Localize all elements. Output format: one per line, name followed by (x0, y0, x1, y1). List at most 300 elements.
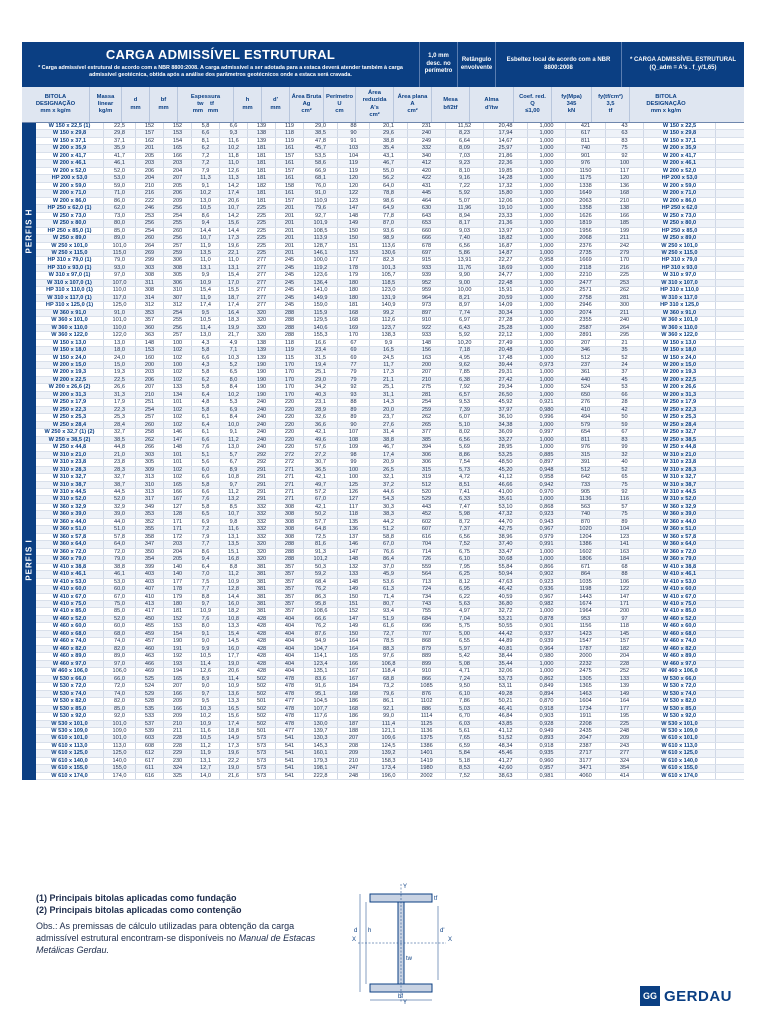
cell-tf: 15,5 (220, 287, 248, 293)
cell-fy-kn: 391 (566, 459, 606, 465)
cell-bf: 153 (164, 130, 192, 136)
cell-coef: 1,000 (528, 392, 566, 398)
cell-fy-kn: 1626 (566, 213, 606, 219)
cell-bitola: HP 310 x 125,0 (1) (36, 302, 104, 308)
cell-coef: 0,928 (528, 721, 566, 727)
cell-bitola-right: W 460 x 52,0 (644, 616, 716, 622)
cell-perimetro: 100 (338, 467, 370, 473)
cell-bf: 101 (164, 459, 192, 465)
cell-mesa: 5,92 (446, 190, 484, 196)
cell-dl: 357 (276, 601, 304, 607)
cell-tw: 9,4 (192, 556, 220, 562)
col-mesa-sym: bf/2tf (443, 104, 458, 111)
cell-area-bruta: 67,0 (304, 496, 338, 502)
cell-h: 225 (248, 228, 276, 234)
col-bf-label: bf (160, 97, 167, 104)
table-row (36, 362, 744, 369)
cell-bitola-right: W 360 x 101,0 (644, 317, 716, 323)
table-row (36, 213, 744, 220)
cell-tw: 12,7 (192, 765, 220, 771)
cell-h: 190 (248, 377, 276, 383)
cell-fy-kn: 1358 (566, 205, 606, 211)
cell-area-plana: 394 (408, 444, 446, 450)
cell-tw: 9,7 (192, 691, 220, 697)
cell-tf: 21,6 (220, 773, 248, 779)
cell-bitola-right: W 410 x 38,8 (644, 564, 716, 570)
cell-bf: 192 (164, 653, 192, 659)
cell-area-reduzida: 64,9 (370, 205, 408, 211)
cell-tw: 9,1 (192, 183, 220, 189)
cell-dl: 245 (276, 302, 304, 308)
cell-area-plana: 207 (408, 369, 446, 375)
cell-perimetro: 79 (338, 377, 370, 383)
cell-bitola-right: W 150 x 18,0 (644, 347, 716, 353)
cell-area-plana: 607 (408, 526, 446, 532)
cell-fy-kn: 811 (566, 138, 606, 144)
cell-fy-kn: 512 (566, 355, 606, 361)
cell-alma: 46,41 (484, 706, 528, 712)
cell-bf: 180 (164, 601, 192, 607)
cell-perimetro: 153 (338, 250, 370, 256)
cell-area-plana: 915 (408, 257, 446, 263)
cell-bf: 154 (164, 631, 192, 637)
label-tf: tf (434, 896, 438, 902)
cell-tf: 8,0 (220, 377, 248, 383)
cell-dl: 477 (276, 728, 304, 734)
cell-h: 501 (248, 728, 276, 734)
cell-tf: 17,3 (220, 743, 248, 749)
cell-area-plana: 734 (408, 594, 446, 600)
cell-area-plana: 897 (408, 310, 446, 316)
cell-tf: 11,0 (220, 160, 248, 166)
cell-bitola: W 250 x 32,7 (1) (2) (36, 429, 104, 435)
cell-fy-kn: 642 (566, 474, 606, 480)
cell-alma: 34,38 (484, 422, 528, 428)
cell-fy-kn: 1911 (566, 713, 606, 719)
table-header-band (22, 42, 744, 87)
cell-bf: 257 (164, 243, 192, 249)
cell-coef: 1,000 (528, 160, 566, 166)
cell-tw: 8,0 (192, 623, 220, 629)
cell-area-bruta: 47,8 (304, 138, 338, 144)
cell-fy-tf: 228 (606, 661, 644, 667)
cell-area-plana: 1136 (408, 728, 446, 734)
cell-coef: 0,997 (528, 429, 566, 435)
table-row (36, 511, 744, 518)
cell-area-plana: 1102 (408, 698, 446, 704)
cell-tw: 9,0 (192, 638, 220, 644)
cell-area-bruta: 86,3 (304, 594, 338, 600)
cell-alma: 48,50 (484, 459, 528, 465)
cell-area-reduzida: 58,8 (370, 534, 408, 540)
cell-mesa: 11,76 (446, 265, 484, 271)
cell-tf: 10,8 (220, 616, 248, 622)
cell-fy-tf: 225 (606, 721, 644, 727)
table-row (36, 235, 744, 242)
cell-h: 381 (248, 564, 276, 570)
cell-mesa: 5,73 (446, 467, 484, 473)
cell-area-bruta: 91,3 (304, 549, 338, 555)
cell-fy-tf: 177 (606, 706, 644, 712)
cell-perimetro: 151 (338, 601, 370, 607)
cell-fy-tf: 133 (606, 676, 644, 682)
table-row (36, 556, 744, 563)
cell-fy-tf: 100 (606, 160, 644, 166)
cell-bitola: W 200 x 59,0 (36, 183, 104, 189)
cell-area-reduzida: 93,6 (370, 228, 408, 234)
cell-massa: 85,0 (104, 706, 136, 712)
cell-bf: 194 (164, 668, 192, 674)
cell-h: 332 (248, 534, 276, 540)
cell-massa: 32,9 (104, 504, 136, 510)
cell-dl: 404 (276, 623, 304, 629)
cell-fy-kn: 1547 (566, 638, 606, 644)
cell-dl: 288 (276, 317, 304, 323)
table-row (36, 721, 744, 728)
cell-perimetro: 149 (338, 220, 370, 226)
cell-perimetro: 150 (338, 228, 370, 234)
cell-tw: 10,9 (192, 280, 220, 286)
cell-area-plana: 714 (408, 549, 446, 555)
table-row (36, 571, 744, 578)
cell-mesa: 6,75 (446, 549, 484, 555)
table-row (36, 549, 744, 556)
cell-fy-tf: 204 (606, 653, 644, 659)
cell-area-bruta: 108,5 (304, 228, 338, 234)
header-desc-perimeter: 1,0 mm desc. no perímetro (420, 42, 458, 87)
col-massa (90, 87, 122, 122)
cell-perimetro: 149 (338, 586, 370, 592)
cell-dl: 245 (276, 272, 304, 278)
cell-perimetro: 122 (338, 190, 370, 196)
cell-h: 225 (248, 235, 276, 241)
cell-tf: 6,9 (220, 407, 248, 413)
cell-d: 524 (136, 683, 164, 689)
table-row (36, 653, 744, 660)
cell-bitola-right: HP 310 x 110,0 (644, 287, 716, 293)
cell-bf: 324 (164, 765, 192, 771)
cell-massa: 38,7 (104, 482, 136, 488)
cell-bitola: W 460 x 82,0 (36, 646, 104, 652)
cell-perimetro: 93 (338, 392, 370, 398)
cell-area-reduzida: 46,7 (370, 444, 408, 450)
cell-fy-tf: 147 (606, 594, 644, 600)
cell-bitola: W 530 x 82,0 (36, 698, 104, 704)
cell-h: 181 (248, 145, 276, 151)
col-area-bruta (290, 87, 324, 122)
cell-bitola-right: W 310 x 28,3 (644, 467, 716, 473)
cell-d: 210 (136, 183, 164, 189)
cell-mesa: 7,86 (446, 698, 484, 704)
cell-area-bruta: 42,1 (304, 429, 338, 435)
cell-d: 312 (136, 302, 164, 308)
cell-tf: 10,0 (220, 422, 248, 428)
cell-massa: 72,0 (104, 549, 136, 555)
cell-tw: 9,4 (192, 220, 220, 226)
cell-coef: 0,958 (528, 257, 566, 263)
cell-bf: 305 (164, 272, 192, 278)
cell-bitola: W 530 x 66,0 (36, 676, 104, 682)
col-coef-sym: Q (530, 100, 535, 107)
cell-bitola: W 200 x 31,3 (36, 392, 104, 398)
cell-bitola: W 310 x 97,0 (1) (36, 272, 104, 278)
cell-area-reduzida: 64,0 (370, 183, 408, 189)
cell-area-bruta: 129,5 (304, 317, 338, 323)
cell-dl: 308 (276, 511, 304, 517)
cell-perimetro: 132 (338, 564, 370, 570)
cell-bitola: W 610 x 101,0 (36, 735, 104, 741)
cell-massa: 155,0 (104, 765, 136, 771)
table-row (36, 369, 744, 376)
cell-tw: 6,2 (192, 145, 220, 151)
cell-area-bruta: 31,5 (304, 355, 338, 361)
cell-h: 502 (248, 706, 276, 712)
cell-fy-tf: 281 (606, 295, 644, 301)
cell-h: 320 (248, 541, 276, 547)
cell-massa: 52,0 (104, 496, 136, 502)
cell-bitola: W 250 x 17,9 (36, 399, 104, 405)
cell-dl: 308 (276, 526, 304, 532)
cell-dl: 201 (276, 235, 304, 241)
cell-d: 450 (136, 616, 164, 622)
cell-tf: 10,8 (220, 474, 248, 480)
cell-mesa: 5,18 (446, 758, 484, 764)
section-perfis-h (22, 123, 744, 340)
cell-area-reduzida: 51,2 (370, 526, 408, 532)
cell-alma: 35,61 (484, 496, 528, 502)
cell-bitola-right: W 250 x 115,0 (644, 250, 716, 256)
cell-bitola-right: W 200 x 86,0 (644, 198, 716, 204)
cell-area-bruta: 130,0 (304, 721, 338, 727)
col-tw-tf-labels (178, 101, 233, 108)
cell-alma: 14,67 (484, 138, 528, 144)
col-alma-label: Alma (484, 97, 499, 104)
cell-area-plana: 868 (408, 638, 446, 644)
cell-fy-kn: 2210 (566, 272, 606, 278)
cell-perimetro: 127 (338, 496, 370, 502)
cell-fy-kn: 2735 (566, 250, 606, 256)
cell-tf: 6,6 (220, 123, 248, 129)
cell-h: 139 (248, 355, 276, 361)
cell-fy-tf: 136 (606, 183, 644, 189)
cell-bitola-right: W 250 x 32,7 (644, 429, 716, 435)
cell-area-plana: 340 (408, 153, 446, 159)
cell-mesa: 6,25 (446, 571, 484, 577)
cell-bitola: W 460 x 60,0 (36, 623, 104, 629)
cell-fy-tf: 185 (606, 220, 644, 226)
cell-mesa: 6,57 (446, 392, 484, 398)
cell-massa: 97,0 (104, 661, 136, 667)
cell-massa: 23,8 (104, 459, 136, 465)
cell-h: 428 (248, 623, 276, 629)
cell-massa: 82,0 (104, 646, 136, 652)
cell-alma: 53,25 (484, 452, 528, 458)
cell-perimetro: 169 (338, 325, 370, 331)
cell-massa: 107,0 (104, 280, 136, 286)
cell-area-reduzida: 51,9 (370, 616, 408, 622)
cell-massa: 174,0 (104, 773, 136, 779)
cell-dl: 158 (276, 183, 304, 189)
cell-area-reduzida: 29,6 (370, 130, 408, 136)
cell-d: 403 (136, 579, 164, 585)
cell-tw: 11,9 (192, 243, 220, 249)
col-h (234, 87, 262, 122)
cell-tf: 5,7 (220, 452, 248, 458)
cell-massa: 72,0 (104, 683, 136, 689)
cell-perimetro: 89 (338, 414, 370, 420)
cell-perimetro: 178 (338, 265, 370, 271)
cell-bitola: HP 310 x 93,0 (1) (36, 265, 104, 271)
cell-bitola-right: W 250 x 44,8 (644, 444, 716, 450)
cell-area-plana: 704 (408, 541, 446, 547)
cell-area-plana: 163 (408, 355, 446, 361)
cell-fy-tf: 92 (606, 489, 644, 495)
cell-coef: 1,000 (528, 384, 566, 390)
cell-bf: 204 (164, 549, 192, 555)
cell-fy-kn: 1806 (566, 556, 606, 562)
cell-alma: 45,92 (484, 399, 528, 405)
cell-bf: 325 (164, 773, 192, 779)
i-beam-section-diagram (348, 880, 460, 1006)
cell-massa: 93,0 (104, 265, 136, 271)
cell-area-reduzida: 93,4 (370, 608, 408, 614)
cell-h: 573 (248, 750, 276, 756)
cell-bitola: HP 310 x 110,0 (1) (36, 287, 104, 293)
cell-alma: 23,33 (484, 213, 528, 219)
table-row (36, 183, 744, 190)
cell-alma: 26,50 (484, 392, 528, 398)
cell-fy-kn: 3471 (566, 765, 606, 771)
table-row (36, 564, 744, 571)
cell-area-plana: 696 (408, 623, 446, 629)
cell-mesa: 4,95 (446, 355, 484, 361)
cell-h: 502 (248, 713, 276, 719)
cell-bitola-right: W 460 x 89,0 (644, 653, 716, 659)
cell-bitola: W 250 x 80,0 (36, 220, 104, 226)
cell-bitola-right: W 530 x 66,0 (644, 676, 716, 682)
cell-perimetro: 208 (338, 743, 370, 749)
cell-bitola: W 310 x 21,0 (36, 452, 104, 458)
cell-tw: 9,9 (192, 646, 220, 652)
cell-d: 260 (136, 422, 164, 428)
cell-coef: 1,000 (528, 123, 566, 129)
cell-bf: 260 (164, 228, 192, 234)
cell-area-bruta: 57,6 (304, 444, 338, 450)
cell-h: 138 (248, 130, 276, 136)
cell-d: 537 (136, 721, 164, 727)
cell-perimetro: 180 (338, 280, 370, 286)
cell-d: 309 (136, 467, 164, 473)
cell-d: 317 (136, 496, 164, 502)
cell-fy-tf: 65 (606, 474, 644, 480)
cell-area-reduzida: 140,9 (370, 302, 408, 308)
cell-fy-kn: 2571 (566, 287, 606, 293)
cell-bf: 229 (164, 750, 192, 756)
cell-tw: 5,8 (192, 347, 220, 353)
header-title-block (22, 42, 420, 87)
cell-alma: 44,42 (484, 631, 528, 637)
cell-area-reduzida: 61,3 (370, 586, 408, 592)
cell-tw: 10,9 (192, 608, 220, 614)
cell-fy-tf: 199 (606, 228, 644, 234)
cell-bitola: W 410 x 85,0 (36, 608, 104, 614)
cell-area-plana: 529 (408, 496, 446, 502)
cell-dl: 541 (276, 773, 304, 779)
cell-fy-tf: 300 (606, 302, 644, 308)
cell-dl: 271 (276, 474, 304, 480)
cell-area-reduzida: 88,3 (370, 646, 408, 652)
cell-tf: 14,2 (220, 213, 248, 219)
group-label-i: PERFIS I (24, 539, 34, 581)
cell-d: 455 (136, 623, 164, 629)
cell-bitola-right: W 360 x 64,0 (644, 541, 716, 547)
cell-tw: 5,6 (192, 459, 220, 465)
cell-perimetro: 77 (338, 362, 370, 368)
cell-d: 160 (136, 355, 164, 361)
cell-bitola: W 150 x 29,8 (36, 130, 104, 136)
cell-fy-kn: 2208 (566, 721, 606, 727)
cell-alma: 41,12 (484, 474, 528, 480)
cell-bitola-right: W 360 x 51,0 (644, 526, 716, 532)
manual-reference: Manual de Estacas Metálicas Gerdau. (36, 933, 316, 955)
cell-alma: 27,28 (484, 317, 528, 323)
cell-bitola: W 360 x 72,0 (36, 549, 104, 555)
cell-bf: 166 (164, 153, 192, 159)
cell-h: 277 (248, 280, 276, 286)
cell-massa: 41,7 (104, 153, 136, 159)
col-bf (150, 87, 178, 122)
cell-h: 320 (248, 556, 276, 562)
col-designacao-label: DESIGNAÇÃO (35, 100, 76, 107)
cell-bitola-right: W 250 x 73,0 (644, 213, 716, 219)
cell-d: 460 (136, 646, 164, 652)
cell-d: 314 (136, 295, 164, 301)
cell-coef: 1,000 (528, 347, 566, 353)
cell-fy-tf: 21 (606, 340, 644, 346)
table-row (36, 422, 744, 429)
cell-bf: 205 (164, 183, 192, 189)
cell-area-bruta: 42,1 (304, 474, 338, 480)
cell-dl: 170 (276, 392, 304, 398)
cell-area-reduzida: 99,0 (370, 713, 408, 719)
cell-area-bruta: 16,6 (304, 340, 338, 346)
cell-area-reduzida: 54,3 (370, 496, 408, 502)
cell-area-reduzida: 78,8 (370, 190, 408, 196)
cell-fy-kn: 2387 (566, 743, 606, 749)
cell-alma: 41,27 (484, 758, 528, 764)
cell-bitola: W 200 x 19,3 (36, 369, 104, 375)
col-d-unit: mm (130, 104, 141, 111)
cell-d: 311 (136, 280, 164, 286)
cell-fy-kn: 1136 (566, 496, 606, 502)
cell-bitola-right: W 310 x 38,7 (644, 482, 716, 488)
cell-tf: 11,2 (220, 437, 248, 443)
cell-area-bruta: 135,1 (304, 668, 338, 674)
cell-bitola: W 460 x 89,0 (36, 653, 104, 659)
cell-coef: 0,903 (528, 713, 566, 719)
table-row (36, 735, 744, 742)
cell-area-reduzida: 98,6 (370, 198, 408, 204)
cell-tf: 22,2 (220, 758, 248, 764)
table-row (36, 496, 744, 503)
cell-mesa: 8,86 (446, 452, 484, 458)
cell-bitola: W 610 x 155,0 (36, 765, 104, 771)
cell-dl: 404 (276, 638, 304, 644)
cell-tf: 13,1 (220, 265, 248, 271)
cell-h: 573 (248, 735, 276, 741)
cell-area-reduzida: 32,1 (370, 474, 408, 480)
cell-mesa: 9,23 (446, 160, 484, 166)
